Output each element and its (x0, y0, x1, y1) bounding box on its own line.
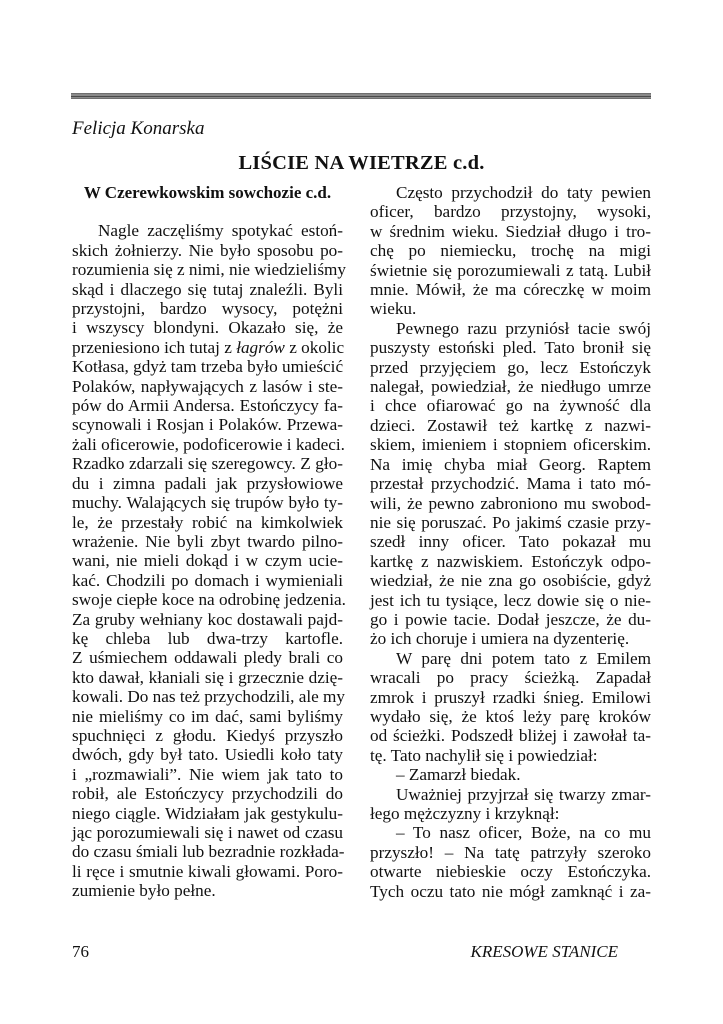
text-line: Uważniej przyjrzał się twarzy zmar- (396, 784, 651, 804)
article-title: LIŚCIE NA WIETRZE c.d. (238, 152, 485, 174)
text-line: – To nasz oficer, Boże, na co mu (396, 823, 651, 843)
text-line: przystojni, bardzo wysocy, potężni (72, 299, 343, 319)
text-line: niego ciągle. Widziałam jak gestykulu- (72, 803, 343, 823)
text-line: Nagle zaczęliśmy spotykać estoń- (98, 221, 343, 241)
text-line: łego mężczyzny i krzyknął: (370, 804, 560, 823)
text-line: wydało się, że ktoś leży parę kroków (370, 706, 651, 726)
text-line: robił, ale Estończycy przychodzili do (72, 784, 343, 804)
text-line: Polaków, napływających z lasów i ste- (72, 376, 343, 396)
text-line: mnie. Mówił, że ma córeczkę w moim (370, 280, 651, 300)
text-line: muchy. Walających się trupów było ty- (72, 493, 343, 513)
text-line: w średnim wieku. Siedział długo i tro- (370, 221, 651, 241)
text-line: nie się poruszać. Po jakimś czasie przy- (370, 512, 651, 532)
text-line: oficer, bardzo przystojny, wysoki, (370, 202, 651, 222)
text-line: tę. Tato nachylił się i powiedział: (370, 745, 598, 765)
text-line: skich żołnierzy. Nie było sposobu po- (72, 240, 343, 260)
text-line: chę po niemiecku, trochę na migi (370, 241, 651, 261)
header-rule (71, 93, 651, 99)
right-column (370, 183, 651, 901)
text-line: zumienie było pełne. (72, 881, 216, 901)
text-line: Z uśmiechem oddawali pledy brali co (72, 648, 343, 668)
text-line: du i zimna padali jak przysłowiowe (72, 473, 343, 493)
text-line: wili, że pewno zabroniono mu swobod- (370, 493, 651, 513)
text-line: kto dawał, kłaniali się i grzecznie dzię- (72, 667, 343, 687)
text-line: kartkę z nazwiskiem. Estończyk odpo- (370, 551, 651, 571)
text-line: jest ich tu tysiące, lecz dowie się o nie- (370, 590, 651, 610)
text-line: i chce ofiarować go na żywność dla (370, 396, 651, 416)
text-line: otwarte niebieskie oczy Estończyka. (370, 862, 651, 882)
text-line: Tych oczu tato nie mógł zamknąć i za- (370, 881, 651, 901)
text-line: nalegał, powiedział, że niedługo umrze (370, 377, 651, 397)
text-line: le, że przestały robić na kimkolwiek (72, 512, 343, 532)
text-line: przed przyjęciem go, lecz Estończyk (370, 357, 651, 377)
text-line: nie mieliśmy co im dać, sami byliśmy (72, 706, 343, 726)
left-column-text (72, 221, 346, 901)
left-column (72, 183, 346, 901)
author-name: Felicja Konarska (72, 118, 205, 139)
text-line: szedł inny oficer. Tato pokazał mu (370, 532, 651, 552)
text-line: Często przychodził do taty pewien (396, 183, 651, 202)
text-line: spuchnięci z głodu. Kiedyś przyszło (72, 725, 343, 745)
text-line: rozumienia się z nimi, nie wiedzieliśmy (72, 260, 346, 280)
right-column-text (370, 183, 651, 901)
text-line: przestał przychodzić. Mama i tato mó- (370, 474, 651, 494)
text-line: dwóch, gdy był tato. Usiedli koło taty (72, 745, 343, 765)
text-line: przeniesiono ich tutaj z łagrów z okolic (72, 337, 345, 357)
text-line: swoje ciepłe koce na odrobinę jedzenia. (72, 590, 346, 610)
text-line: go i powie tacie. Dodał jeszcze, że du- (370, 609, 651, 629)
text-line: Na imię chyba miał Georg. Raptem (370, 454, 651, 474)
text-line: od ścieżki. Podszedł bliżej i zawołał ta- (370, 726, 651, 746)
text-line: skąd i dlaczego się tutaj znaleźli. Byli (72, 279, 343, 299)
text-line: scynowali i Rosjan i Polaków. Przewa- (72, 415, 343, 435)
section-subheading: W Czerewkowskim sowchozie c.d. (83, 183, 332, 202)
text-line: wani, nie mieli dokąd i w czym ucie- (72, 551, 343, 571)
text-line: wracali po pracy ścieżką. Zapadał (370, 668, 651, 688)
text-line: kać. Chodzili po domach i wymieniali (72, 570, 343, 590)
text-line: i wszyscy blondyni. Okazało się, że (72, 318, 343, 338)
text-line: Za gruby wełniany koc dostawali pajd- (72, 609, 343, 629)
text-line: żali oficerowie, podoficerowie i kadeci. (72, 434, 345, 454)
text-line: Kotłasa, gdyż tam trzeba było umieścić (72, 357, 344, 377)
text-line: wieku. (370, 299, 417, 319)
text-line: li ręce i smutnie kiwali głowami. Poro- (72, 861, 343, 881)
text-line: – Zamarzł biedak. (396, 765, 521, 785)
text-line: kę chleba lub dwa-trzy kartofle. (72, 628, 343, 648)
journal-name: KRESOWE STANICE (470, 942, 618, 961)
page-number: 76 (72, 942, 89, 961)
text-line: i „rozmawiali”. Nie wiem jak tato to (72, 764, 343, 784)
text-line: przyszło! – Na tatę patrzyły szeroko (370, 842, 651, 862)
text-line: Pewnego razu przyniósł tacie swój (396, 318, 651, 338)
text-line: Rzadko zdarzali się szeregowcy. Z gło- (72, 454, 343, 474)
text-line: puszysty estoński pled. Tato bronił się (370, 338, 651, 358)
text-line: dzieci. Zostawił też kartkę z nazwi- (370, 415, 651, 435)
text-line: jąc porozumiewali się i nawet od czasu (72, 823, 343, 842)
text-line: wiedział, że nie zna go osobiście, gdyż (370, 571, 651, 591)
text-line: zmrok i pruszył rzadki śnieg. Emilowi (370, 687, 651, 707)
text-line: żo ich choruje i umiera na dyzenterię. (370, 629, 630, 649)
text-line: wrażenie. Nie byli zbyt twardo pilno- (72, 531, 343, 551)
text-line: do czasu śmiali lub bezradnie rozkłada- (72, 842, 345, 862)
text-line: W parę dni potem tato z Emilem (396, 648, 651, 668)
text-line: kowali. Do nas też przychodzili, ale my (72, 687, 346, 707)
text-line: pów do Armii Andersa. Estończycy fa- (72, 396, 343, 416)
text-line: skiem, imieniem i stopniem oficerskim. (370, 435, 651, 455)
text-line: świetnie się porozumiewali z tatą. Lubił (370, 260, 651, 280)
